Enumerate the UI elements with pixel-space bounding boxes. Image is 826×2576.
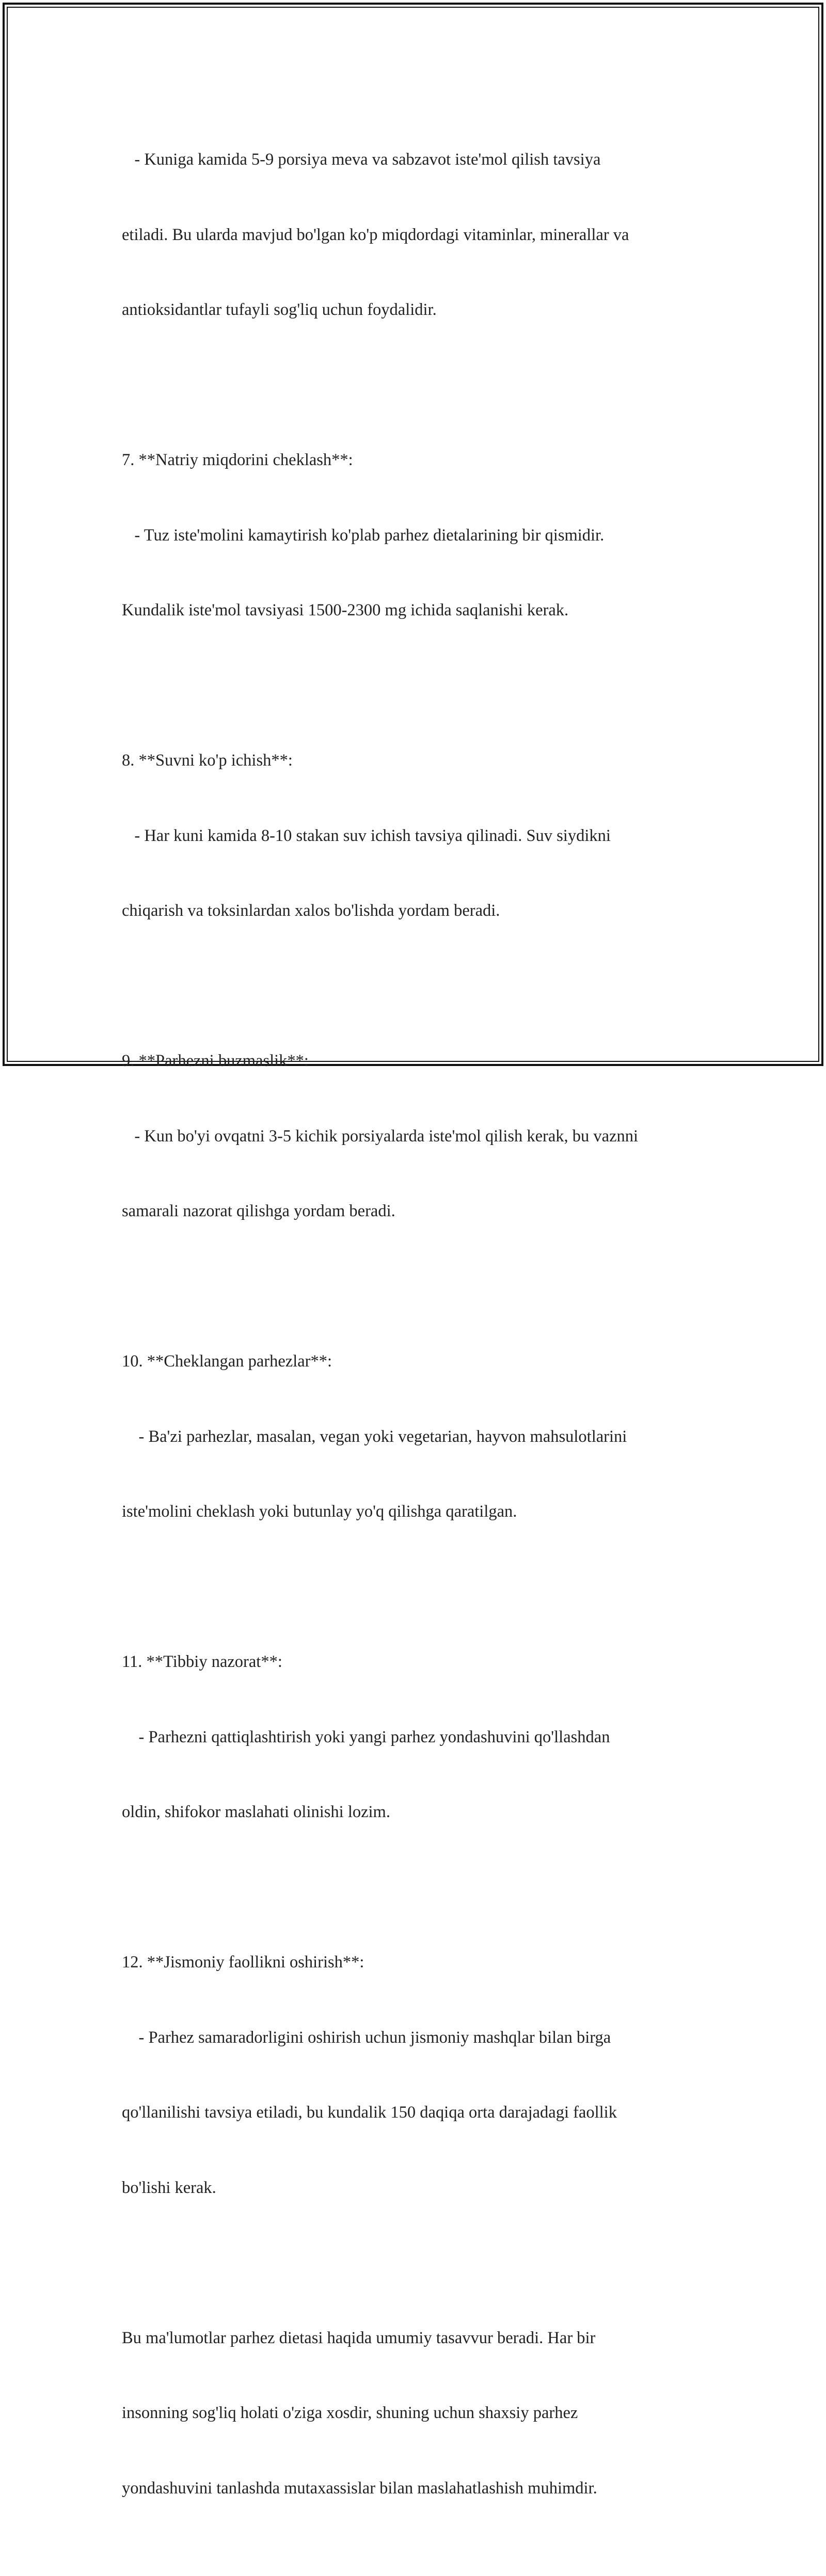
text-line: etiladi. Bu ularda mavjud bo'lgan ko'p miqdordagi vitaminlar, minerallar va (122, 225, 629, 244)
text-line: - Kuniga kamida 5-9 porsiya meva va sabzavot iste'mol qilish tavsiya (122, 150, 601, 169)
document-body (122, 97, 710, 2576)
text-line: yondashuvini tanlashda mutaxassislar bilan maslahatlashish muhimdir. (122, 2478, 597, 2498)
section-heading: 8. **Suvni ko'p ichish**: (122, 751, 293, 770)
section-7-sodium (122, 397, 710, 673)
text-line: qo'llanilishi tavsiya etiladi, bu kundalik 150 daqiqa orta darajadagi faollik (122, 2103, 617, 2122)
text-line: insonning sog'liq holati o'ziga xosdir, shuning uchun shaxsiy parhez (122, 2404, 578, 2422)
section-heading: 10. **Cheklangan parhezlar**: (122, 1352, 332, 1371)
paragraph-conclusion (122, 2276, 710, 2551)
text-line: - Parhez samaradorligini oshirish uchun jismoniy mashqlar bilan birga (122, 2028, 611, 2047)
section-10-restricted-diets (122, 1299, 710, 1575)
section-heading: 11. **Tibbiy nazorat**: (122, 1652, 282, 1671)
text-line: samarali nazorat qilishga yordam beradi. (122, 1202, 395, 1220)
section-heading: 7. **Natriy miqdorini cheklash**: (122, 451, 353, 469)
text-line: antioksidantlar tufayli sog'liq uchun foydalidir. (122, 300, 437, 319)
section-heading: 12. **Jismoniy faollikni oshirish**: (122, 1953, 364, 1971)
text-line: Bu ma'lumotlar parhez dietasi haqida umumiy tasavvur beradi. Har bir (122, 2328, 596, 2347)
text-line: chiqarish va toksinlardan xalos bo'lishda yordam beradi. (122, 901, 500, 920)
section-heading: 9. **Parhezni buzmaslik**: (122, 1052, 309, 1070)
text-line: Kundalik iste'mol tavsiyasi 1500-2300 mg ichida saqlanishi kerak. (122, 601, 569, 619)
text-line: iste'molini cheklash yoki butunlay yo'q qilishga qaratilgan. (122, 1502, 517, 1521)
section-9-diet-discipline (122, 998, 710, 1274)
text-line: - Tuz iste'molini kamaytirish ko'plab parhez dietalarining bir qismidir. (122, 526, 605, 545)
text-line: bo'lishi kerak. (122, 2178, 216, 2197)
section-8-water (122, 698, 710, 974)
section-11-medical-supervision (122, 1599, 710, 1875)
text-line: - Ba'zi parhezlar, masalan, vegan yoki vegetarian, hayvon mahsulotlarini (122, 1427, 627, 1446)
text-line: - Kun bo'yi ovqatni 3-5 kichik porsiyalarda iste'mol qilish kerak, bu vaznni (122, 1126, 639, 1146)
text-line: oldin, shifokor maslahati olinishi lozim. (122, 1803, 390, 1821)
text-line: - Har kuni kamida 8-10 stakan suv ichish tavsiya qilinadi. Suv siydikni (122, 826, 611, 845)
text-line: - Parhezni qattiqlashtirish yoki yangi parhez yondashuvini qo'llashdan (122, 1727, 610, 1746)
section-12-physical-activity (122, 1900, 710, 2250)
paragraph-fruits-vegetables (122, 97, 710, 373)
